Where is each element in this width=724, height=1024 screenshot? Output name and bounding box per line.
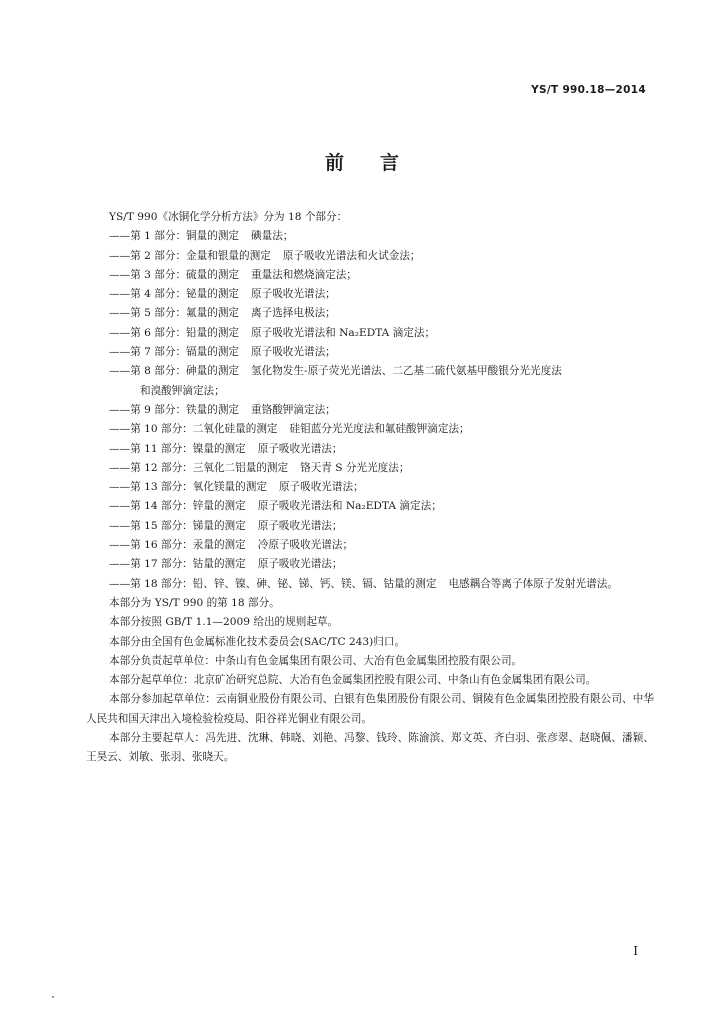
part-line (86, 555, 654, 574)
part-line (86, 497, 654, 516)
part-name: ——第 13 部分：氧化镁量的测定 (109, 481, 267, 494)
part-line (86, 247, 654, 266)
part-name: ——第 14 部分：锌量的测定 (109, 500, 246, 513)
part-method: 原子吸收光谱法； (257, 558, 343, 571)
part-line (86, 478, 654, 497)
body-paragraph: 本部分主要起草人：冯先进、沈琳、韩晓、刘艳、冯黎、钱玲、陈渝滨、郑文英、齐白羽、张彦翠、赵晓佩、潘颖、王昊云、刘敏、张羽、张晓天。 (86, 732, 654, 764)
part-line (86, 285, 654, 304)
paragraphs (86, 594, 654, 768)
part-line (86, 575, 654, 594)
part-line (86, 517, 654, 536)
part-name: ——第 9 部分：铁量的测定 (109, 403, 240, 416)
part-method: 原子吸收光谱法和 Na₂EDTA 滴定法； (251, 326, 436, 339)
part-name: ——第 8 部分：砷量的测定 (109, 365, 240, 378)
part-method: 离子选择电极法； (251, 307, 336, 320)
part-method-continued: 和溴酸钾滴定法； (140, 384, 225, 397)
body-paragraph: 本部分参加起草单位：云南铜业股份有限公司、白银有色集团股份有限公司、铜陵有色金属集团控股有限公司、中华人民共和国天津出入境检验检疫局、阳谷祥光铜业有限公司。 (86, 693, 654, 725)
part-method: 原子吸收光谱法； (251, 346, 336, 359)
body-paragraph: 本部分由全国有色金属标准化技术委员会(SAC/TC 243)归口。 (109, 635, 406, 648)
part-name: ——第 2 部分：金量和银量的测定 (109, 249, 271, 262)
part-line (86, 440, 654, 459)
part-method: 重铬酸钾滴定法； (251, 403, 336, 416)
part-line (86, 362, 654, 381)
scan-speck (52, 996, 54, 998)
part-name: ——第 15 部分：锑量的测定 (109, 519, 246, 532)
standard-code: YS/T 990.18—2014 (531, 84, 646, 96)
part-method: 原子吸收光谱法； (251, 288, 336, 301)
page-title: 前言 (324, 152, 435, 174)
part-name: ——第 4 部分：铋量的测定 (109, 288, 240, 301)
part-method: 重量法和燃烧滴定法； (251, 268, 357, 281)
part-method: 原子吸收光谱法； (278, 481, 364, 494)
intro-line: YS/T 990《冰铜化学分析方法》分为 18 个部分： (109, 211, 348, 223)
body-paragraph: 本部分负责起草单位：中条山有色金属集团有限公司、大冶有色金属集团控股有限公司。 (109, 654, 523, 667)
part-method: 碘量法； (251, 230, 294, 243)
part-method: 硅钼蓝分光光度法和氟硅酸钾滴定法； (289, 423, 470, 436)
part-name: ——第 12 部分：三氧化二铝量的测定 (109, 461, 289, 474)
part-method: 铬天青 S 分光光度法； (300, 461, 410, 474)
part-method: 原子吸收光谱法和火试金法； (282, 249, 421, 262)
part-line (86, 324, 654, 343)
body-paragraph: 本部分为 YS/T 990 的第 18 部分。 (109, 596, 280, 609)
part-name: ——第 16 部分：汞量的测定 (109, 539, 246, 552)
part-method: 原子吸收光谱法； (257, 519, 343, 532)
part-method: 电感耦合等离子体原子发射光谱法。 (448, 577, 618, 590)
part-line (86, 401, 654, 420)
part-name: ——第 1 部分：铜量的测定 (109, 230, 240, 243)
part-name: ——第 3 部分：硫量的测定 (109, 268, 240, 281)
part-name: ——第 7 部分：镉量的测定 (109, 346, 240, 359)
part-line (86, 343, 654, 362)
part-line (86, 266, 654, 285)
part-name: ——第 11 部分：镍量的测定 (109, 442, 246, 455)
part-method: 冷原子吸收光谱法； (257, 539, 354, 552)
part-method: 原子吸收光谱法和 Na₂EDTA 滴定法； (257, 500, 442, 513)
part-line (86, 420, 654, 439)
part-name: ——第 6 部分：铅量的测定 (109, 326, 240, 339)
page-number: I (633, 944, 638, 958)
part-name: ——第 17 部分：钴量的测定 (109, 558, 246, 571)
body-paragraph: 本部分起草单位：北京矿冶研究总院、大冶有色金属集团控股有限公司、中条山有色金属集团有限公司。 (109, 674, 597, 687)
part-name: ——第 18 部分：铅、锌、镍、砷、铋、锑、钙、镁、镉、钴量的测定 (109, 577, 437, 590)
part-name: ——第 10 部分：二氧化硅量的测定 (109, 423, 278, 436)
document-body (86, 208, 654, 768)
part-line (86, 536, 654, 555)
part-line (86, 459, 654, 478)
body-paragraph: 本部分按照 GB/T 1.1—2009 给出的规则起草。 (109, 616, 339, 629)
parts-list (86, 227, 654, 594)
part-line (86, 304, 654, 323)
part-method: 原子吸收光谱法； (257, 442, 343, 455)
part-method: 氢化物发生-原子荧光光谱法、二乙基二硫代氨基甲酸银分光光度法 (251, 365, 562, 378)
part-line (86, 227, 654, 246)
part-name: ——第 5 部分：氟量的测定 (109, 307, 240, 320)
